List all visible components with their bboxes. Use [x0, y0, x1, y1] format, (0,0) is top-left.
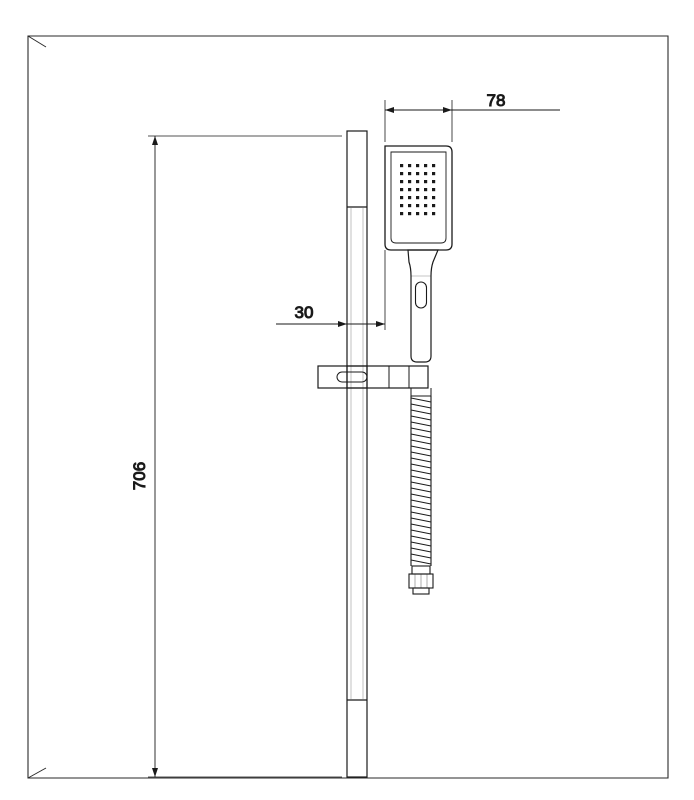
nozzle-grid	[400, 164, 435, 215]
shower-head	[385, 146, 452, 250]
handle-button-icon	[416, 282, 427, 308]
bracket-slot-icon	[337, 372, 367, 382]
shower-hose	[410, 396, 431, 566]
drawing-border	[28, 36, 668, 778]
shower-handle	[408, 250, 438, 362]
dimension-bracket-offset	[276, 250, 385, 362]
dimension-handset-width	[385, 91, 560, 142]
holder-bracket	[318, 366, 431, 396]
dimension-label-706: 706	[130, 461, 149, 491]
dimension-label-78: 78	[486, 91, 506, 110]
slide-rail	[347, 131, 367, 777]
hose-coils	[411, 398, 431, 564]
dimension-rail-height	[130, 136, 342, 777]
hose-connector	[409, 566, 433, 594]
dimension-label-30: 30	[294, 303, 314, 322]
